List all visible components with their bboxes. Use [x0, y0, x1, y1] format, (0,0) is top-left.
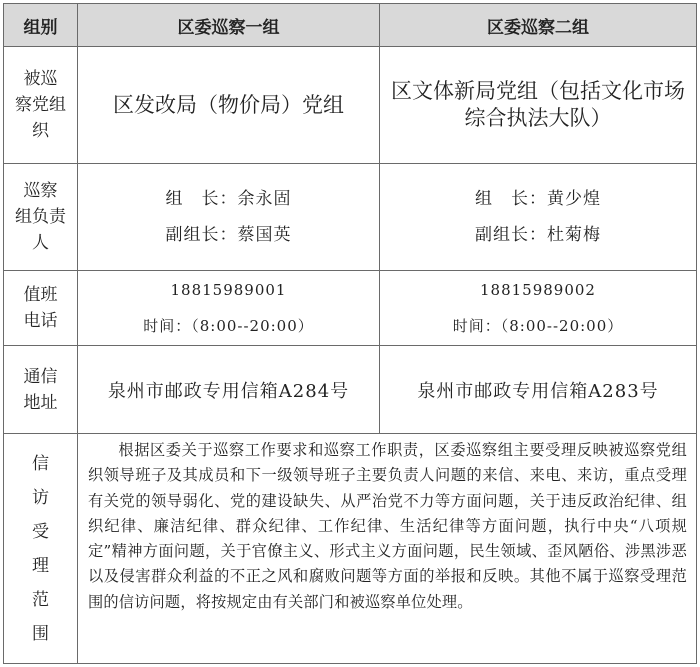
leaders-group-1 — [77, 163, 380, 271]
phone-hours-group-1: 时间：（8:00--20:00） — [143, 317, 314, 335]
target-org-group-1 — [77, 46, 380, 164]
inspection-info-table — [3, 3, 697, 664]
label-mailing-address-line: 通信 — [23, 366, 58, 387]
phone-number-group-1: 18815989001 — [170, 281, 287, 299]
address-group-2 — [379, 345, 697, 434]
leaders-group-2 — [379, 163, 697, 271]
petition-scope-content — [77, 433, 697, 664]
label-target-org-line: 织 — [32, 121, 49, 141]
address-group-2-text: 泉州市邮政专用信箱A283号 — [417, 380, 659, 402]
label-petition-scope — [3, 433, 78, 664]
label-target-org-line: 察党组 — [15, 95, 66, 115]
target-org-group-2 — [379, 46, 697, 164]
address-group-1 — [77, 345, 380, 434]
target-org-group-2-text: 区文体新局党组（包括文化市场综合执法大队） — [391, 79, 685, 130]
address-group-1-text: 泉州市邮政专用信箱A284号 — [107, 380, 350, 402]
label-group-leaders — [3, 163, 78, 271]
phone-group-2 — [379, 270, 697, 346]
label-duty-phone — [3, 270, 78, 346]
label-petition-scope-char: 范 — [32, 589, 49, 610]
header-group-label — [3, 3, 78, 47]
leader-group-2: 组 长：黄少煌 — [475, 189, 601, 209]
label-group-leaders-line: 人 — [32, 233, 49, 253]
phone-hours-group-2: 时间：（8:00--20:00） — [452, 317, 624, 335]
label-group-leaders-line: 组负责 — [15, 207, 66, 227]
label-petition-scope-char: 受 — [32, 521, 49, 542]
header-group-1-text: 区委巡察一组 — [177, 17, 280, 38]
label-group-leaders-line: 巡察 — [23, 181, 58, 201]
target-org-group-1-text: 区发改局（物价局）党组 — [113, 92, 344, 117]
header-group-2 — [379, 3, 697, 47]
label-duty-phone-line: 电话 — [23, 311, 58, 331]
deputy-leader-group-2: 副组长：杜菊梅 — [475, 225, 601, 245]
label-mailing-address — [3, 345, 78, 434]
label-target-org-line: 被巡 — [23, 69, 58, 89]
label-mailing-address-line: 地址 — [23, 392, 58, 413]
header-group-text: 组别 — [23, 17, 58, 38]
phone-group-1 — [77, 270, 380, 346]
phone-number-group-2: 18815989002 — [480, 281, 596, 299]
leader-group-1: 组 长：余永固 — [165, 189, 292, 209]
label-petition-scope-char: 访 — [32, 487, 49, 508]
label-petition-scope-char: 围 — [32, 623, 49, 644]
petition-scope-paragraph: 根据区委关于巡察工作要求和巡察工作职责，区委巡察组主要受理反映被巡察党组织领导班子及其成员和下一级领导班子主要负责人问题的来信、来电、来访，重点受理有关党的领导弱化、党的建设缺失、从严治党不力等方面问题，关于违反政治纪律、组织纪律、廉洁纪律、群众纪律、工作纪律、生活纪律等方面问题，执行中央“八项规定”精神方面问题，关于官僚主义、形式主义方面问题，民生领域、歪风陋俗、涉黑涉恶以及侵害群众利益的不正之风和腐败问题等方面的举报和反映。其他不属于巡察受理范围的信访问题，将按规定由有关部门和被巡察单位处理。 — [88, 441, 687, 611]
label-petition-scope-char: 信 — [32, 453, 49, 474]
label-duty-phone-line: 值班 — [23, 285, 58, 305]
label-petition-scope-char: 理 — [32, 555, 49, 576]
deputy-leader-group-1: 副组长：蔡国英 — [165, 225, 292, 245]
header-group-1 — [77, 3, 380, 47]
header-group-2-text: 区委巡察二组 — [487, 17, 589, 38]
label-target-org — [3, 46, 78, 164]
